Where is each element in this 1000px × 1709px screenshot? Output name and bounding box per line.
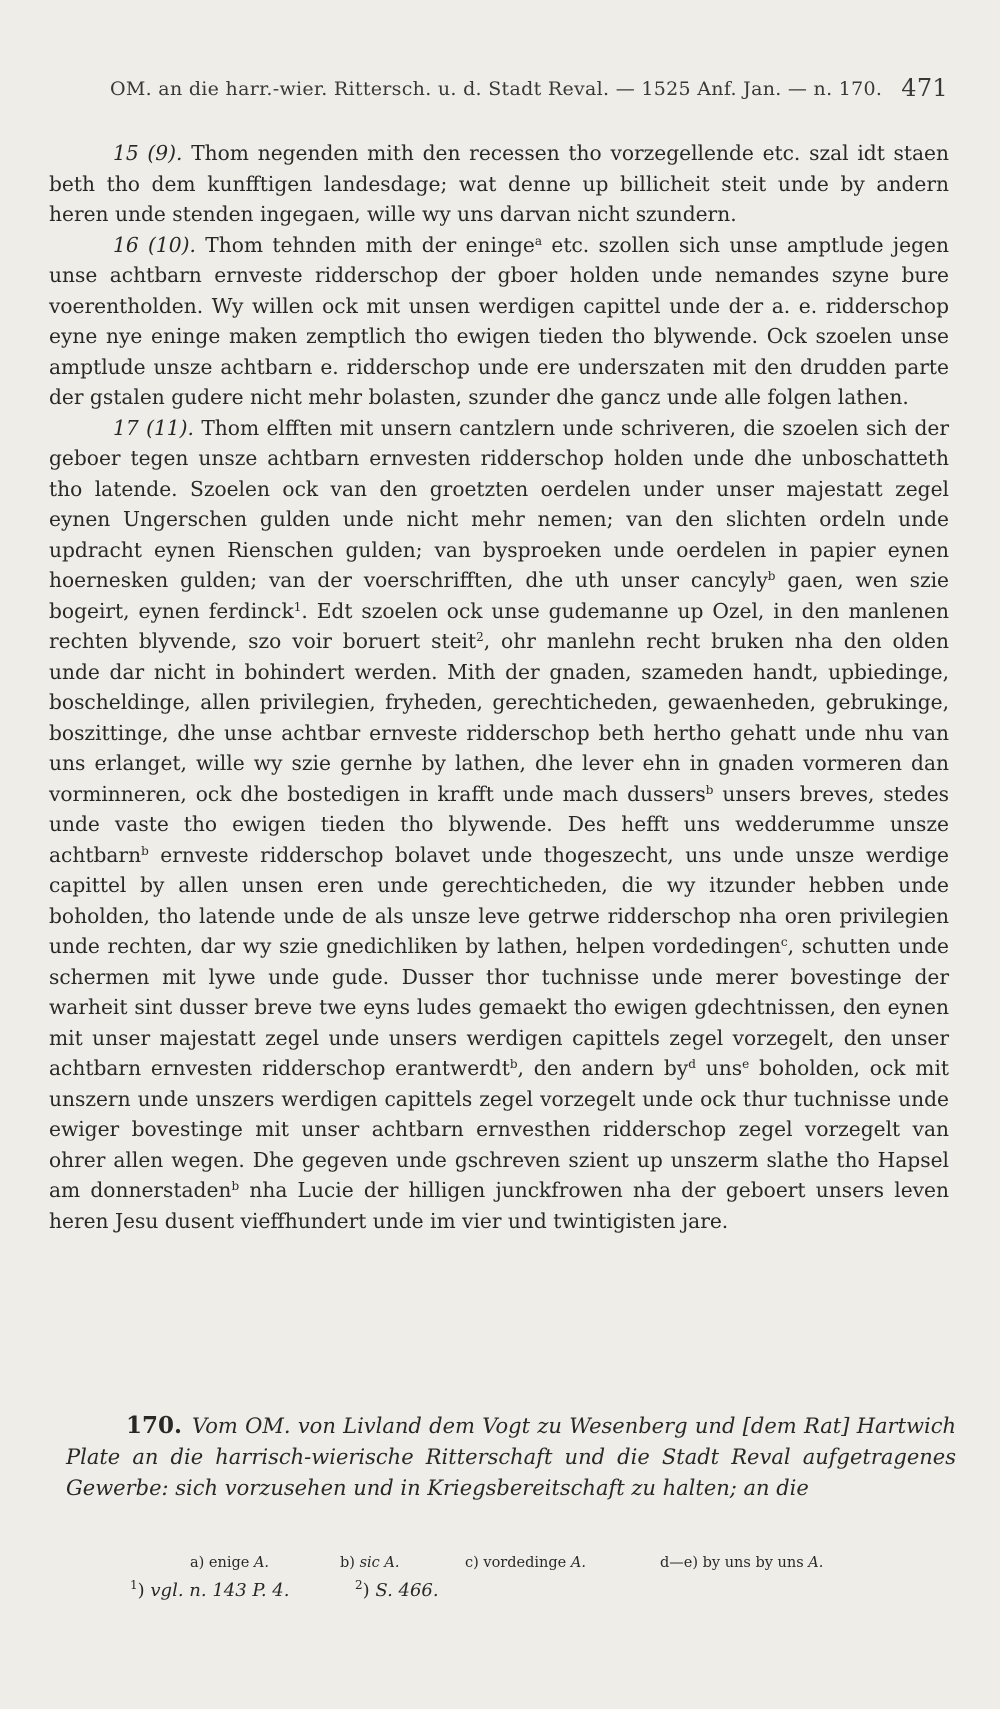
footnote-a: a) enige A. bbox=[190, 1555, 270, 1571]
running-title: OM. an die harr.-wier. Rittersch. u. d. Stadt Reval. — 1525 Anf. Jan. — n. 170. bbox=[110, 78, 883, 100]
footnote-b: b) sic A. bbox=[340, 1555, 400, 1571]
footnote-c: c) vordedinge A. bbox=[465, 1555, 586, 1571]
footnote-mark: b bbox=[509, 1057, 518, 1071]
paragraph-text: Thom tehnden mith der eninge bbox=[195, 232, 535, 257]
paragraph-text: unsers breves, stedes unde vaste tho ewigen tieden tho blywende. Des hefft uns wedderumme unsze achtbarn bbox=[49, 781, 950, 867]
document-heading bbox=[66, 1410, 956, 1504]
footnote-1: $^1$) vgl. n. 143 P. 4. bbox=[130, 1578, 290, 1601]
footnote-mark: 2 bbox=[476, 630, 484, 644]
paragraph-text: , ohr manlehn recht bruken nha den olden unde dar nicht in bohindert werden. Mith der gnaden, szameden handt, upbiedinge, boscheldinge, allen privilegien, fryheden, gerechticheden, gewaenheden, gebrukinge, boszittinge, dhe unse achtbar ernveste ridderschop beth hertho gehatt unde nhu van uns erlanget, wille wy szie gernhe by lathen, dhe lever ehn in gnaden vormeren dan vorminneren, ock dhe bostedigen in krafft unde mach dussers bbox=[49, 629, 949, 806]
footnote-mark: b bbox=[705, 782, 714, 797]
running-header bbox=[110, 74, 948, 102]
document-number: 170. bbox=[126, 1412, 183, 1439]
page-number: 471 bbox=[901, 74, 948, 102]
paragraph-text: gaen, wen szie bogeirt, eynen ferdinck bbox=[49, 568, 949, 623]
footnote-mark: d bbox=[688, 1057, 696, 1071]
article-number: 15 (9). bbox=[113, 141, 183, 165]
footnote-mark: b bbox=[141, 843, 149, 858]
footnote-mark: c bbox=[780, 935, 788, 949]
footnote-mark: a bbox=[534, 233, 543, 248]
paragraph-text: uns bbox=[695, 1056, 743, 1080]
paragraph-text: nha Lucie der hilligen junckfrowen nha der geboert unsers leven heren Jesu dusent vieffhundert unde im vier und twintigisten jare. bbox=[49, 1178, 949, 1233]
paragraph-16 bbox=[49, 230, 949, 413]
paragraph-text: , den andern by bbox=[517, 1056, 689, 1080]
main-text bbox=[49, 138, 949, 1236]
paragraph-text: ernveste ridderschop bolavet unde thogeszecht, uns unde unsze werdige capittel by allen unsen eren unde gerechticheden, die wy itzunder hebben unde boholden, tho latende unde de als unsze leve getrwe ridderschop nha oren privilegien unde rechten, dar wy szie gnedichliken by lathen, helpen vordedingen bbox=[49, 842, 949, 958]
paragraph-text: . Edt szoelen ock unse gudemanne up Ozel, in den manlenen rechten blyvende, szo voir boruert steit bbox=[49, 598, 949, 653]
paragraph-text: Thom negenden mith den recessen tho vorzegellende etc. szal idt staen beth tho dem kunfftigen landesdage; wat denne up billicheit steit unde by andern heren unde stenden ingegaen, wille wy uns darvan nicht szundern. bbox=[49, 141, 949, 226]
article-number: 16 (10). bbox=[113, 232, 196, 257]
paragraph-text: etc. szollen sich unse amptlude jegen unse achtbarn ernveste ridderschop der gboer holden unde nemandes szyne bure voerentholden. Wy willen ock mit unsen werdigen capittel unde der a. e. ridderschop eyne nye eninge maken zemptlich tho ewigen tieden tho blywende. Ock szoelen unse amptlude unsze achtbarn e. ridderschop unde ere underszaten mit den drudden parte der gstalen gudere nicht mehr bolasten, szunder dhe gancz unde alle folgen lathen. bbox=[49, 232, 949, 409]
footnote-mark: 1 bbox=[293, 599, 302, 614]
document-title: Vom OM. von Livland dem Vogt zu Wesenberg und [dem Rat] Hartwich Plate an die harrisch-wierische Ritterschaft und die Stadt Reval aufgetragenes Gewerbe: sich vorzusehen und in Kriegsbereitschaft zu halten; an die bbox=[66, 1414, 956, 1500]
paragraph-17 bbox=[49, 413, 949, 1237]
article-number: 17 (11). bbox=[113, 415, 194, 440]
paragraph-text: boholden, ock mit unszern unde unszers werdigen capittels zegel vorzegelt unde ock thur tuchnisse unde ewiger bovestinge mit unser achtbarn ernvesthen ridderschop zegel vorzegelt van ohrer allen wegen. Dhe gegeven unde gschreven szient up unszerm slathe tho Hapsel am donnerstaden bbox=[49, 1056, 950, 1202]
footnote-mark: e bbox=[742, 1057, 750, 1071]
footnote-mark: b bbox=[231, 1179, 240, 1193]
paragraph-15 bbox=[49, 138, 949, 230]
footnote-d-e: d—e) by uns by uns A. bbox=[660, 1555, 824, 1571]
paragraph-text: , schutten unde schermen mit lywe unde gude. Dusser thor tuchnisse unde merer bovestinge der warheit sint dusser breve twe eyns ludes gemaekt tho ewigen gdechtnissen, den eynen mit unser majestatt zegel unde unsers werdigen capittels zegel vorzegelt, den unser achtbarn ernvesten ridderschop erantwerdt bbox=[49, 934, 949, 1080]
footnote-2: $^2$) S. 466. bbox=[355, 1578, 439, 1601]
footnote-mark: b bbox=[767, 569, 776, 583]
paragraph-text: Thom elfften mit unsern cantzlern unde schriveren, die szoelen sich der geboer tegen unsze achtbarn ernvesten ridderschop holden unde dhe unboschatteth tho latende. Szoelen ock van den groetzten oerdelen under unser majestatt zegel eynen Ungerschen gulden unde nicht mehr nemen; van den slichten ordeln unde updracht eynen Rienschen gulden; van bysproeken unde oerdelen in papier eynen hoernesken gulden; van der voerschrifften, dhe uth unser cancyly bbox=[49, 415, 949, 592]
